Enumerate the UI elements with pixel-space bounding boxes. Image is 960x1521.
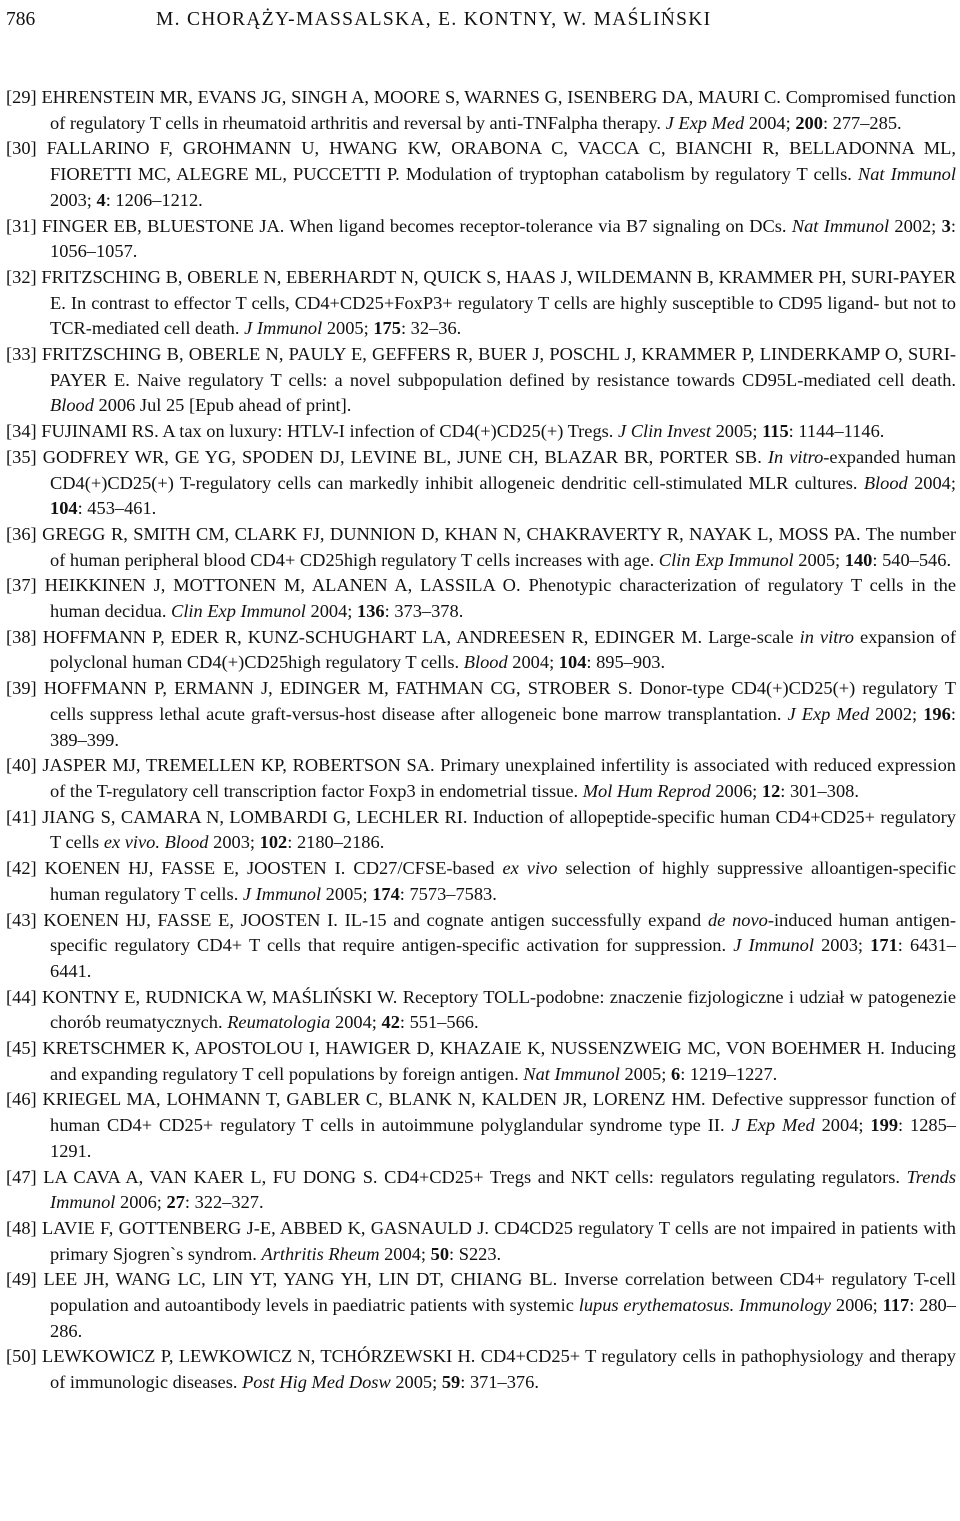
- reference-volume: 3: [941, 215, 951, 236]
- reference-volume: 102: [259, 832, 288, 853]
- reference-pages: : 2180–2186.: [287, 832, 385, 853]
- reference-pages: : 1206–1212.: [105, 189, 203, 210]
- reference-item: [6, 573, 956, 624]
- reference-item: [6, 985, 956, 1036]
- reference-volume: 199: [870, 1115, 899, 1136]
- reference-title: CD4+CD25+ T regulatory cells in pathophysiology and therapy of immunologic diseases.: [50, 1346, 956, 1393]
- reference-item: [6, 1216, 956, 1267]
- reference-volume: 104: [558, 652, 587, 673]
- reference-volume: 12: [761, 780, 781, 801]
- reference-authors: GODFREY WR, GE YG, SPODEN DJ, LEVINE BL, JUNE CH, BLAZAR BR, PORTER SB.: [42, 446, 762, 467]
- reference-authors: LEWKOWICZ P, LEWKOWICZ N, TCHÓRZEWSKI H.: [41, 1346, 476, 1367]
- reference-authors: JASPER MJ, TREMELLEN KP, ROBERTSON SA.: [42, 755, 435, 776]
- reference-item: [6, 136, 956, 213]
- reference-journal: Blood: [50, 395, 94, 416]
- reference-pages: : 453–461.: [77, 498, 157, 519]
- reference-pages: : 301–308.: [780, 780, 859, 801]
- reference-authors: LEE JH, WANG LC, LIN YT, YANG YH, LIN DT, CHIANG BL.: [43, 1269, 558, 1290]
- reference-title: CD4+CD25+ Tregs and NKT cells: regulators regulating regulators.: [384, 1166, 900, 1187]
- reference-volume: 174: [372, 883, 400, 904]
- reference-pages: : 389–399.: [50, 703, 956, 750]
- reference-item: [6, 1087, 956, 1164]
- reference-year: 2004;: [335, 1012, 377, 1033]
- reference-title: Naive regulatory T cells: a novel subpopulation defined by resistance towards CD95L-mediated cell death.: [137, 369, 957, 390]
- reference-volume: 42: [381, 1012, 400, 1033]
- reference-number: [50]: [6, 1346, 37, 1367]
- reference-title: In contrast to effector T cells, CD4+CD25+FoxP3+ regulatory T cells are highly susceptible to CD95 ligand- but not to TCR-mediated cell death.: [50, 292, 956, 339]
- reference-pages: : 280–286.: [50, 1295, 956, 1341]
- reference-authors: LA CAVA A, VAN KAER L, FU DONG S.: [43, 1166, 378, 1187]
- reference-journal: Mol Hum Reprod: [582, 780, 711, 801]
- reference-volume: 175: [373, 318, 401, 339]
- reference-number: [29]: [6, 87, 37, 107]
- reference-title-prefix: IL-15 and cognate antigen successfully expand: [344, 909, 702, 930]
- reference-authors: KRIEGEL MA, LOHMANN T, GABLER C, BLANK N, KALDEN JR, LORENZ HM.: [42, 1089, 706, 1110]
- reference-journal: J Immunol: [733, 935, 814, 956]
- reference-title: The number of human peripheral blood CD4+ CD25high regulatory T cells increases with age.: [50, 523, 956, 570]
- reference-authors: GREGG R, SMITH CM, CLARK FJ, DUNNION D, KHAN N, CHAKRAVERTY R, NAYAK L, MOSS PA.: [42, 523, 861, 544]
- reference-volume: 136: [357, 601, 385, 622]
- reference-authors: KRETSCHMER K, APOSTOLOU I, HAWIGER D, KHAZAIE K, NUSSENZWEIG MC, VON BOEHMER H.: [42, 1038, 885, 1059]
- reference-pages: : 551–566.: [399, 1012, 479, 1033]
- reference-volume: 50: [430, 1243, 450, 1264]
- reference-journal: Arthritis Rheum: [261, 1243, 380, 1264]
- reference-pages: : 322–327.: [184, 1192, 264, 1213]
- reference-authors: FINGER EB, BLUESTONE JA.: [41, 215, 285, 236]
- reference-pages: : 1056–1057.: [50, 215, 956, 262]
- reference-title: Induction of allopeptide-specific human CD4+CD25+ regulatory T cells: [50, 806, 956, 853]
- reference-year: 2004;: [384, 1243, 427, 1264]
- reference-title: A tax on luxury: HTLV-I infection of CD4(+)CD25(+) Tregs.: [162, 421, 614, 442]
- reference-year: 2005;: [325, 883, 368, 904]
- reference-title: Inducing and expanding regulatory T cell populations by foreign antigen.: [50, 1038, 956, 1084]
- reference-journal: J Exp Med: [787, 703, 870, 724]
- reference-number: [48]: [6, 1217, 37, 1238]
- reference-authors: LAVIE F, GOTTENBERG J-E, ABBED K, GASNAULD J.: [41, 1217, 489, 1238]
- reference-number: [47]: [6, 1166, 37, 1187]
- reference-journal: J Immunol: [242, 883, 322, 904]
- reference-journal: Immunology: [739, 1295, 832, 1316]
- reference-authors: HEIKKINEN J, MOTTONEN M, ALANEN A, LASSILA O.: [44, 575, 521, 596]
- running-title: M. CHORĄŻY-MASSALSKA, E. KONTNY, W. MAŚLIŃSKI: [156, 9, 712, 30]
- reference-journal: Blood: [164, 832, 209, 853]
- reference-volume: 27: [166, 1192, 185, 1213]
- reference-number: [45]: [6, 1038, 37, 1059]
- reference-title: Modulation of tryptophan catabolism by regulatory T cells.: [405, 164, 852, 185]
- reference-volume: 115: [762, 421, 789, 442]
- reference-item: [6, 522, 956, 573]
- reference-authors: KONTNY E, RUDNICKA W, MAŚLIŃSKI W.: [41, 986, 398, 1007]
- reference-pages: : 1285–1291.: [50, 1115, 956, 1161]
- reference-number: [33]: [6, 344, 37, 365]
- reference-title: -induced human antigen-specific regulatory CD4+ T cells that require antigen-specific activation for suppression.: [50, 909, 956, 956]
- reference-number: [39]: [6, 678, 37, 699]
- reference-number: [43]: [6, 909, 37, 930]
- reference-title-italic: In vitro: [767, 446, 824, 467]
- reference-volume: 59: [441, 1372, 461, 1393]
- reference-authors: FALLARINO F, GROHMANN U, HWANG KW, ORABONA C, VACCA C, BIANCHI R, BELLADONNA ML, FIORETTI MC, ALEGRE ML, PUCCETTI P.: [46, 138, 956, 185]
- reference-number: [34]: [6, 421, 37, 442]
- reference-pages: : 373–378.: [384, 601, 464, 622]
- reference-pages: : 7573–7583.: [399, 883, 497, 904]
- reference-year: 2004;: [821, 1115, 864, 1136]
- reference-item: [6, 214, 956, 265]
- reference-year: 2005;: [395, 1372, 438, 1393]
- reference-number: [35]: [6, 446, 37, 467]
- reference-year: 2006;: [715, 780, 758, 801]
- reference-authors: HOFFMANN P, ERMANN J, EDINGER M, FATHMAN CG, STROBER S.: [43, 678, 633, 699]
- reference-authors: HOFFMANN P, EDER R, KUNZ-SCHUGHART LA, ANDREESEN R, EDINGER M.: [42, 626, 703, 647]
- reference-title-prefix: Large-scale: [708, 626, 794, 647]
- reference-journal: J Clin Invest: [618, 421, 711, 442]
- reference-item: [6, 856, 956, 907]
- reference-volume: 117: [882, 1295, 910, 1316]
- reference-title: Inverse correlation between CD4+ regulatory T-cell population and autoantibody levels in paediatric patients with systemic: [50, 1269, 956, 1316]
- reference-journal: Nat Immunol: [791, 215, 890, 236]
- reference-number: [32]: [6, 266, 37, 287]
- reference-number: [36]: [6, 523, 37, 544]
- reference-journal: Blood: [863, 472, 908, 493]
- reference-pages: : 371–376.: [460, 1372, 539, 1393]
- reference-number: [46]: [6, 1089, 37, 1110]
- reference-title: Primary unexplained infertility is associated with reduced expression of the T-regulatory cell transcription factor Foxp3 in endometrial tissue.: [50, 755, 956, 801]
- reference-volume: 171: [870, 935, 898, 956]
- reference-number: [41]: [6, 806, 37, 827]
- reference-year: 2005;: [798, 549, 841, 570]
- reference-authors: EHRENSTEIN MR, EVANS JG, SINGH A, MOORE S, WARNES G, ISENBERG DA, MAURI C.: [41, 87, 781, 107]
- reference-volume: 140: [844, 549, 873, 570]
- reference-item: [6, 445, 956, 522]
- reference-journal: Clin Exp Immunol: [171, 601, 306, 622]
- reference-journal: J Exp Med: [731, 1115, 815, 1136]
- reference-number: [38]: [6, 626, 37, 647]
- reference-item: [6, 85, 956, 136]
- reference-title-italic: ex vivo: [502, 858, 558, 879]
- reference-journal: Reumatologia: [227, 1012, 331, 1033]
- reference-number: [37]: [6, 575, 37, 596]
- page-number: 786: [6, 9, 36, 30]
- reference-title-italic: de novo: [707, 909, 768, 930]
- reference-pages: : S223.: [449, 1243, 502, 1264]
- reference-year: 2003;: [213, 832, 256, 853]
- reference-item: [6, 1344, 956, 1395]
- reference-authors: KOENEN HJ, FASSE E, JOOSTEN I.: [43, 909, 338, 930]
- reference-volume: 196: [923, 703, 951, 724]
- reference-number: [40]: [6, 755, 37, 776]
- reference-pages: : 32–36.: [400, 318, 462, 339]
- reference-item: [6, 805, 956, 856]
- reference-year: 2005;: [326, 318, 369, 339]
- reference-title-prefix: CD27/CFSE-based: [353, 858, 495, 879]
- running-head: [6, 6, 954, 34]
- reference-pages: : 6431–6441.: [50, 935, 956, 981]
- reference-item: [6, 625, 956, 676]
- reference-title: When ligand becomes receptor-tolerance via B7 signaling on DCs.: [289, 215, 787, 236]
- reference-year: 2003;: [821, 935, 864, 956]
- reference-journal: J Immunol: [244, 318, 323, 339]
- reference-pages: : 1144–1146.: [788, 421, 885, 442]
- reference-pages: : 1219–1227.: [680, 1063, 778, 1084]
- reference-authors: FRITZSCHING B, OBERLE N, EBERHARDT N, QUICK S, HAAS J, WILDEMANN B, KRAMMER PH, SURI-PAYER E.: [41, 266, 956, 313]
- reference-number: [49]: [6, 1269, 37, 1290]
- reference-title-italic: in vitro: [799, 626, 854, 647]
- reference-title: -expanded human CD4(+)CD25(+) T-regulatory cells can markedly inhibit allogeneic dendritic cell-stimulated MLR cultures.: [50, 446, 956, 493]
- reference-year: 2003;: [50, 189, 92, 210]
- reference-journal: Nat Immunol: [523, 1063, 620, 1084]
- reference-item: [6, 1036, 956, 1087]
- reference-title: Phenotypic characterization of regulatory T cells in the human decidua.: [50, 575, 956, 622]
- reference-year: 2006;: [835, 1295, 878, 1316]
- reference-year: 2004;: [512, 652, 555, 673]
- reference-volume: 104: [50, 498, 78, 519]
- reference-item: [6, 265, 956, 342]
- reference-number: [44]: [6, 986, 37, 1007]
- reference-authors: FUJINAMI RS.: [41, 421, 159, 442]
- reference-item: [6, 908, 956, 985]
- reference-title: Donor-type CD4(+)CD25(+) regulatory T cells suppress lethal acute graft-versus-host disease after allogeneic bone marrow transplantation.: [50, 678, 956, 724]
- reference-year: 2005;: [624, 1063, 667, 1084]
- reference-year: 2004;: [748, 112, 791, 133]
- reference-number: [31]: [6, 215, 37, 236]
- reference-pages: : 895–903.: [586, 652, 666, 673]
- reference-title: Compromised function of regulatory T cells in rheumatoid arthritis and reversal by anti-TNFalpha therapy.: [50, 87, 956, 133]
- reference-volume: 200: [795, 112, 823, 133]
- reference-authors: FRITZSCHING B, OBERLE N, PAULY E, GEFFERS R, BUER J, POSCHL J, KRAMMER P, LINDERKAMP O, SURI-PAYER E.: [41, 344, 956, 390]
- reference-authors: KOENEN HJ, FASSE E, JOOSTEN I.: [44, 858, 346, 879]
- reference-item: [6, 753, 956, 804]
- reference-list: [6, 85, 956, 1396]
- reference-item: [6, 342, 956, 419]
- reference-item: [6, 1165, 956, 1216]
- reference-year: 2005;: [715, 421, 758, 442]
- reference-year: 2006;: [120, 1192, 162, 1213]
- reference-volume: 6: [670, 1063, 681, 1084]
- reference-item: [6, 1267, 956, 1344]
- reference-year: 2006 Jul 25 [Epub ahead of print].: [98, 395, 352, 416]
- reference-volume: 4: [96, 189, 106, 210]
- reference-journal: Post Hig Med Dosw: [242, 1372, 391, 1393]
- reference-authors: JIANG S, CAMARA N, LOMBARDI G, LECHLER RI.: [42, 806, 468, 827]
- reference-year: 2004;: [914, 472, 956, 493]
- reference-title-italic: ex vivo.: [103, 832, 160, 853]
- reference-number: [30]: [6, 138, 37, 159]
- reference-journal: Clin Exp Immunol: [658, 549, 794, 570]
- reference-title: expansion of polyclonal human CD4(+)CD25high regulatory T cells.: [50, 626, 956, 673]
- reference-title: selection of highly suppressive alloantigen-specific human regulatory T cells.: [50, 858, 956, 904]
- reference-title: Defective suppressor function of human CD4+ CD25+ regulatory T cells in autoimmune polyglandular syndrome type II.: [50, 1089, 956, 1136]
- reference-pages: : 540–546.: [872, 549, 952, 570]
- reference-year: 2002;: [894, 215, 937, 236]
- reference-year: 2004;: [310, 601, 353, 622]
- reference-title: Receptory TOLL-podobne: znaczenie fizjologiczne i udział w patogenezie chorób reumatycznych.: [50, 986, 956, 1033]
- reference-journal: Trends Immunol: [50, 1166, 956, 1213]
- reference-journal: Nat Immunol: [857, 164, 956, 185]
- reference-item: [6, 419, 956, 445]
- reference-item: [6, 676, 956, 753]
- reference-journal: Blood: [463, 652, 508, 673]
- reference-pages: : 277–285.: [822, 112, 902, 133]
- reference-journal: J Exp Med: [665, 112, 745, 133]
- reference-year: 2002;: [875, 703, 918, 724]
- reference-title-italic: lupus erythematosus.: [578, 1295, 735, 1316]
- reference-title: CD4CD25 regulatory T cells are not impaired in patients with primary Sjogren`s syndrom.: [50, 1217, 956, 1264]
- reference-number: [42]: [6, 858, 37, 879]
